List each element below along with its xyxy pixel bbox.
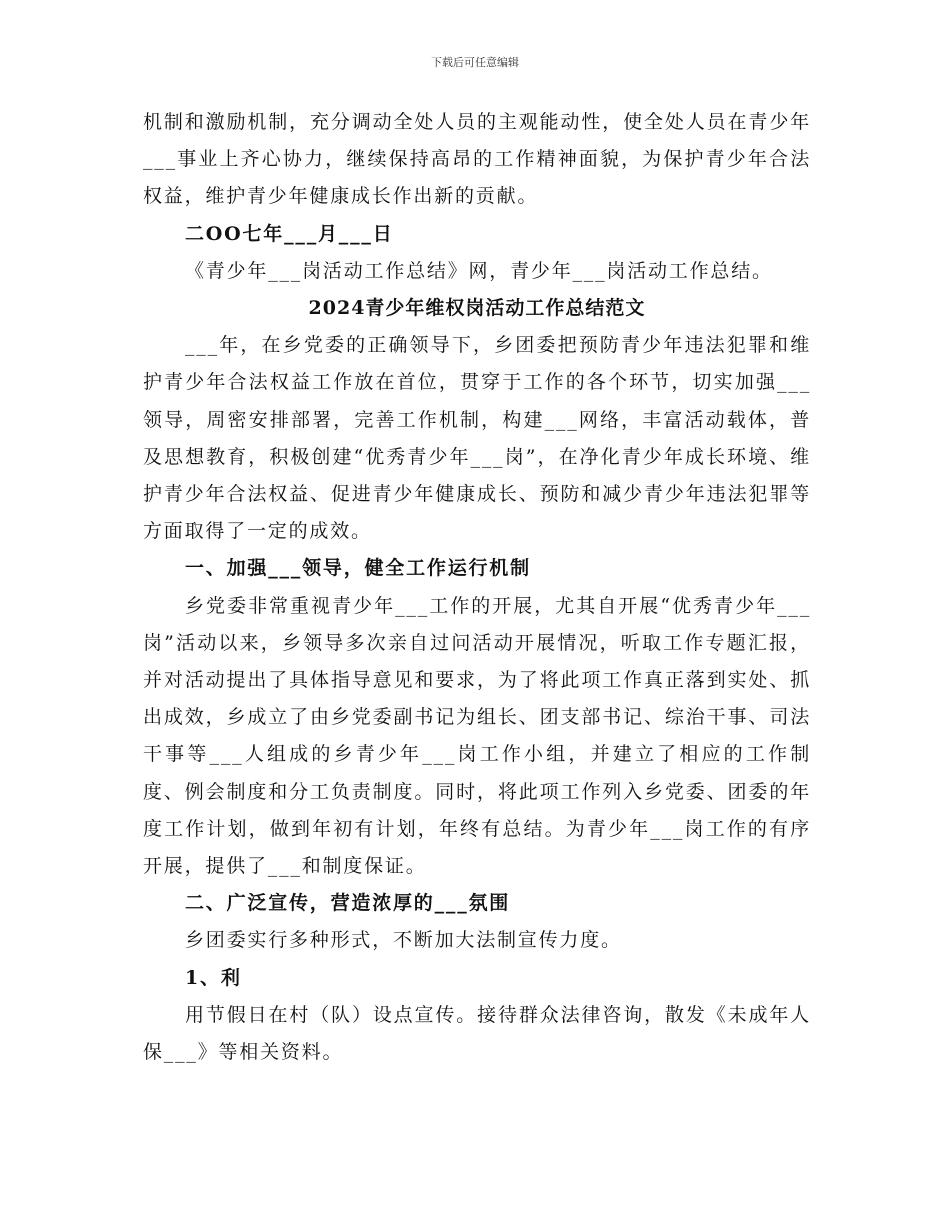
paragraph-subsection-1: 用节假日在村（队）设点宣传。接待群众法律咨询，散发《未成年人保___》等相关资料。 — [143, 1003, 811, 1064]
document-body — [143, 104, 811, 1071]
paragraph-section-1: 乡党委非常重视青少年___工作的开展，尤其自开展“优秀青少年___岗”活动以来，乡领导多次亲自过问活动开展情况，听取工作专题汇报，并对活动提出了具体指导意见和要求，为了将此项工作真正落到实处、抓出成效，乡成立了由乡党委副书记为组长、团支部书记、综治干事、司法干事等___人组成的乡青少年___岗工作小组，并建立了相应的工作制度、例会制度和分工负责制度。同时，将此项工作列入乡党委、团委的年度工作计划，做到年初有计划，年终有总结。为青少年___岗工作的有序开展，提供了___和制度保证。 — [143, 594, 811, 878]
document-title: 2024青少年维权岗活动工作总结范文 — [308, 297, 646, 320]
date-line: 二OO七年___月___日 — [185, 222, 394, 245]
source-line: 《青少年___岗活动工作总结》网，青少年___岗活动工作总结。 — [185, 259, 773, 282]
page-header: 下载后可任意编辑 — [431, 56, 519, 69]
section-heading-2: 二、广泛宣传，营造浓厚的___氛围 — [185, 892, 511, 915]
subheading-1: 1、利 — [185, 966, 242, 989]
paragraph-intro: ___年，在乡党委的正确领导下，乡团委把预防青少年违法犯罪和维护青少年合法权益工作放在首位，贯穿于工作的各个环节，切实加强___领导，周密安排部署，完善工作机制，构建___网络，丰富活动载体，普及思想教育，积极创建“优秀青少年___岗”，在净化青少年成长环境、维护青少年合法权益、促进青少年健康成长、预防和减少青少年违法犯罪等方面取得了一定的成效。 — [143, 334, 811, 543]
section-heading-1: 一、加强___领导，健全工作运行机制 — [185, 557, 531, 580]
paragraph-mechanism: 机制和激励机制，充分调动全处人员的主观能动性，使全处人员在青少年___事业上齐心协力，继续保持高昂的工作精神面貌，为保护青少年合法权益，维护青少年健康成长作出新的贡献。 — [143, 111, 811, 208]
paragraph-section-2: 乡团委实行多种形式，不断加大法制宣传力度。 — [185, 929, 622, 952]
